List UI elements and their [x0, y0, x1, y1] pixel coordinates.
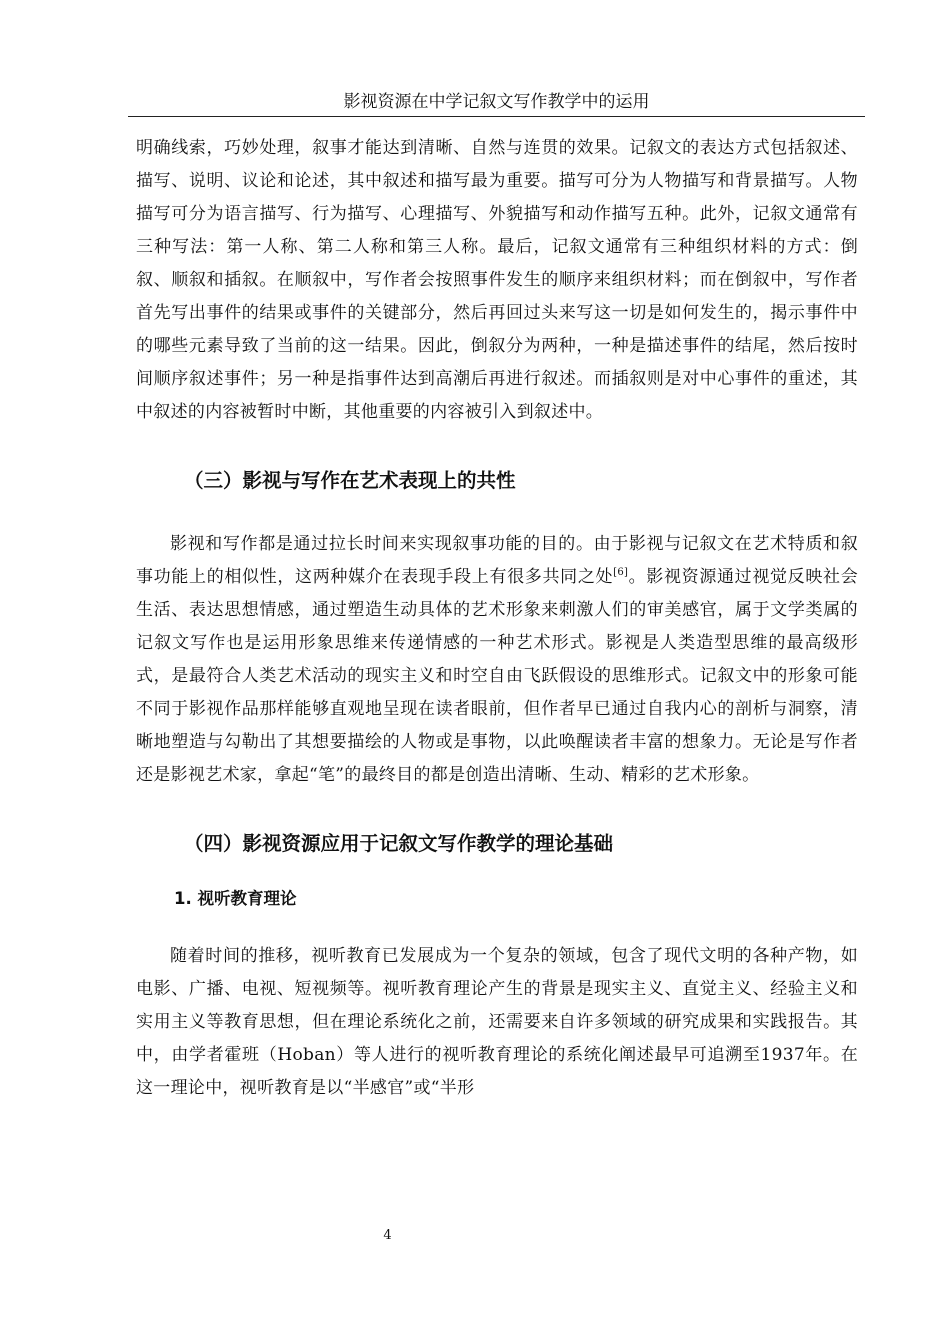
citation-marker: [6] [613, 567, 629, 578]
paragraph-audiovisual-theory: 随着时间的推移，视听教育已发展成为一个复杂的领域，包含了现代文明的各种产物，如电影、广播、电视、短视频等。视听教育理论产生的背景是现实主义、直觉主义、经验主义和实用主义等教育思想，但在理论系统化之前，还需要来自许多领域的研究成果和实践报告。其中，由学者霍班（Hoban）等人进行的视听教育理论的系统化阐述最早可追溯至1937年。在这一理论中，视听教育是以“半感官”或“半形 [136, 946, 858, 1098]
page-content [136, 132, 858, 1105]
header-rule [128, 116, 865, 117]
running-header: 影视资源在中学记叙文写作教学中的运用 [343, 92, 650, 112]
paragraph-text-part2: 。影视资源通过视觉反映社会生活、表达思想情感，通过塑造生动具体的艺术形象来刺激人们的审美感官，属于文学类属的记叙文写作也是运用形象思维来传递情感的一种艺术形式。影视是人类造型思维的最高级形式，是最符合人类艺术活动的现实主义和时空自由飞跃假设的思维形式。记叙文中的形象可能不同于影视作品那样能够直观地呈现在读者眼前，但作者早已通过自我内心的剖析与洞察，清晰地塑造与勾勒出了其想要描绘的人物或是事物，以此唤醒读者丰富的想象力。无论是写作者还是影视艺术家，拿起“笔”的最终目的都是创造出清晰、生动、精彩的艺术形象。 [136, 567, 858, 785]
paragraph-film-writing-commonality [136, 528, 858, 792]
paragraph-narrative-methods: 明确线索，巧妙处理，叙事才能达到清晰、自然与连贯的效果。记叙文的表达方式包括叙述、描写、说明、议论和论述，其中叙述和描写最为重要。描写可分为人物描写和背景描写。人物描写可分为语言描写、行为描写、心理描写、外貌描写和动作描写五种。此外，记叙文通常有三种写法：第一人称、第二人称和第三人称。最后，记叙文通常有三种组织材料的方式：倒叙、顺叙和插叙。在顺叙中，写作者会按照事件发生的顺序来组织材料；而在倒叙中，写作者首先写出事件的结果或事件的关键部分，然后再回过头来写这一切是如何发生的，揭示事件中的哪些元素导致了当前的这一结果。因此，倒叙分为两种，一种是描述事件的结尾，然后按时间顺序叙述事件；另一种是指事件达到高潮后再进行叙述。而插叙则是对中心事件的重述，其中叙述的内容被暂时中断，其他重要的内容被引入到叙述中。 [136, 138, 858, 422]
subsection-heading-1: 1. 视听教育理论 [174, 889, 297, 908]
page-number: 4 [383, 1228, 392, 1243]
paragraph-text-part1: 影视和写作都是通过拉长时间来实现叙事功能的目的。由于影视与记叙文在艺术特质和叙事功能上的相似性，这两种媒介在表现手段上有很多共同之处 [136, 534, 858, 587]
section-heading-3: （三）影视与写作在艺术表现上的共性 [184, 469, 516, 492]
section-heading-4: （四）影视资源应用于记叙文写作教学的理论基础 [184, 832, 614, 855]
